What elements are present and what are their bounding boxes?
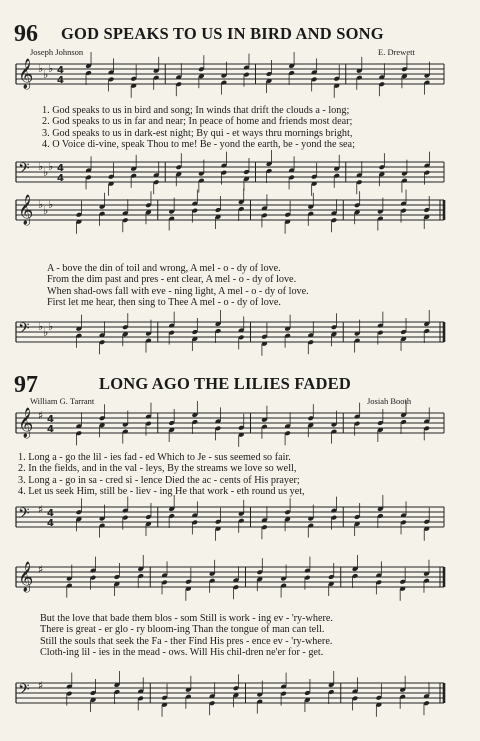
svg-text:♭: ♭ <box>43 326 49 339</box>
verse-line: Cloth-ing lil - ies in the mead - ows. Will His chil-dren ne'er for - get. <box>40 646 324 658</box>
svg-text:♯: ♯ <box>38 679 44 692</box>
svg-text:♯: ♯ <box>38 563 44 576</box>
svg-text:♭: ♭ <box>48 198 54 211</box>
svg-text:♭: ♭ <box>43 204 49 217</box>
verse-line: But the love that bade them blos - som Still is work - ing ev - 'ry-where. <box>40 613 333 624</box>
verse-line: Still the souls that seek the Fa - ther Find His pres - ence ev - 'ry-where. <box>40 635 333 647</box>
svg-text:𝄞: 𝄞 <box>18 562 34 592</box>
hymn-title: GOD SPEAKS TO US IN BIRD AND SONG <box>61 24 384 43</box>
verse-line: From the dim past and pres - ent clear, A mel - o - dy of love. <box>47 274 297 286</box>
hymn-number: 97 <box>14 372 38 398</box>
svg-text:♭: ♭ <box>48 62 54 75</box>
svg-text:♭: ♭ <box>38 320 44 333</box>
svg-text:4: 4 <box>47 424 54 435</box>
verse-line: 4. O Voice di-vine, speak Thou to me! Be - yond the earth, be - yond the sea; <box>42 138 355 150</box>
lyricist-credit: Joseph Johnson <box>30 47 84 57</box>
svg-text:4: 4 <box>57 75 64 86</box>
verse-line: 2. God speaks to us in far and near; In peace of home and friends most dear; <box>42 116 353 128</box>
verse-line: 1. God speaks to us in bird and song; In winds that drift the clouds a - long; <box>42 105 350 116</box>
verse-line: 3. Long a - go in sa - cred si - lence Died the ac - cents of His prayer; <box>18 474 300 486</box>
composer-credit: E. Drewett <box>378 47 415 57</box>
svg-text:♭: ♭ <box>38 62 44 75</box>
svg-text:𝄞: 𝄞 <box>18 195 34 225</box>
svg-text:4: 4 <box>57 65 64 76</box>
verse-line: When shad-ows fall with eve - ning light, A mel - o - dy of love. <box>47 285 309 297</box>
svg-text:4: 4 <box>57 163 64 174</box>
hymn-number: 96 <box>14 21 38 47</box>
verse-line: 2. In the fields, and in the val - leys, By the streams we love so well, <box>18 463 297 475</box>
svg-text:𝄞: 𝄞 <box>18 59 34 89</box>
svg-text:♭: ♭ <box>38 160 44 173</box>
svg-text:♭: ♭ <box>38 198 44 211</box>
svg-text:♭: ♭ <box>43 68 49 81</box>
svg-text:♯: ♯ <box>38 409 44 422</box>
lyricist-credit: William G. Tarrant <box>30 396 95 406</box>
svg-text:4: 4 <box>57 173 64 184</box>
svg-text:𝄢: 𝄢 <box>18 320 30 341</box>
verse-line: There is great - er glo - ry bloom-ing Than the tongue of man can tell. <box>40 624 325 636</box>
composer-credit: Josiah Booth <box>367 396 412 406</box>
verse-line: 3. God speaks to us in dark-est night; By qui - et ways thru mornings bright, <box>42 127 353 139</box>
svg-text:𝄢: 𝄢 <box>18 160 30 181</box>
svg-text:𝄞: 𝄞 <box>18 408 34 438</box>
verse-line: 1. Long a - go the lil - ies fad - ed Which to Je - sus seemed so fair. <box>18 452 291 463</box>
verse-line: A - bove the din of toil and wrong, A mel - o - dy of love. <box>47 263 281 274</box>
svg-text:♭: ♭ <box>43 166 49 179</box>
svg-text:4: 4 <box>47 518 54 529</box>
hymn-title: LONG AGO THE LILIES FADED <box>99 374 351 393</box>
verse-line: 4. Let us seek Him, still be - liev - ing He that work - eth round us yet, <box>18 485 305 497</box>
svg-text:4: 4 <box>47 508 54 519</box>
svg-text:♭: ♭ <box>48 160 54 173</box>
svg-text:♭: ♭ <box>48 320 54 333</box>
verse-line: First let me hear, then sing to Thee A mel - o - dy of love. <box>47 296 281 308</box>
svg-text:𝄢: 𝄢 <box>18 681 30 702</box>
svg-text:♯: ♯ <box>38 503 44 516</box>
svg-text:𝄢: 𝄢 <box>18 505 30 526</box>
svg-text:4: 4 <box>47 414 54 425</box>
